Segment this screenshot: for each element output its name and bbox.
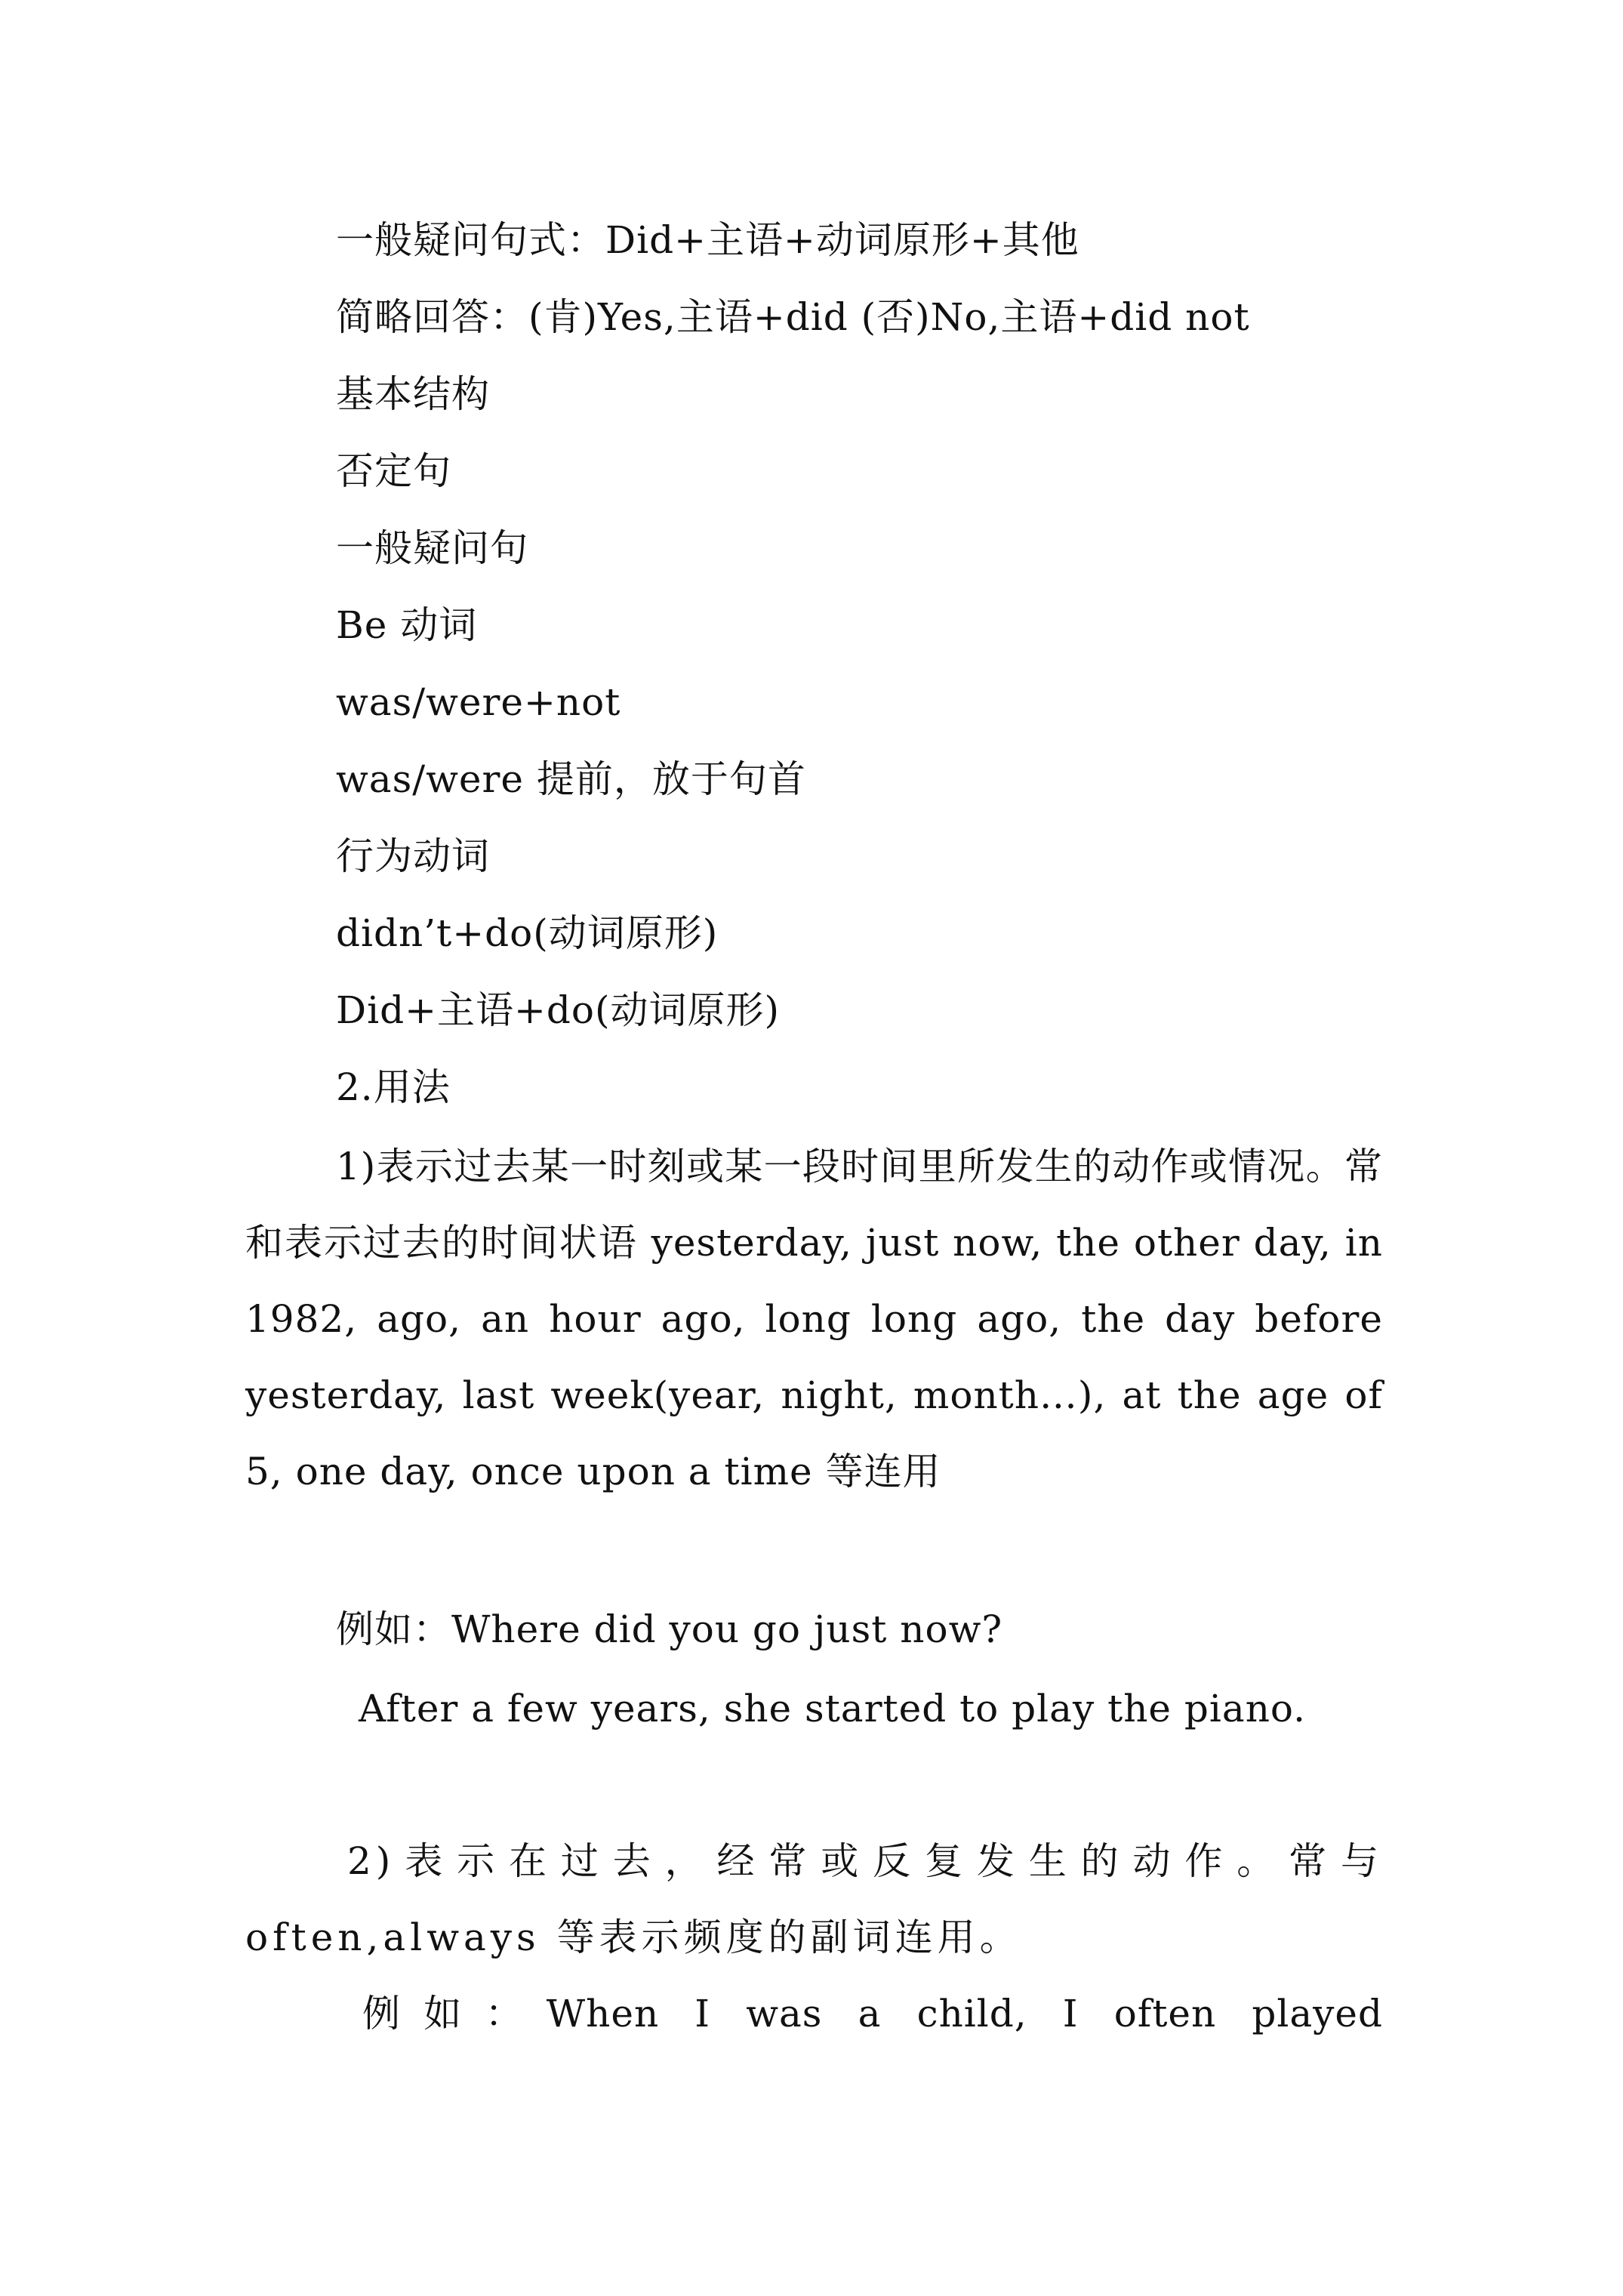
text-line: was/were+not — [336, 680, 621, 724]
text-line: 行为动词 — [336, 834, 490, 878]
example-sentence: 例如：Where did you go just now? — [336, 1607, 1003, 1651]
text-line: didn’t+do(动词原形) — [336, 911, 719, 955]
text-line: 简略回答：(肯)Yes,主语+did (否)No,主语+did not — [336, 295, 1250, 339]
text-line: Did+主语+do(动词原形) — [336, 988, 780, 1032]
example-sentence: 例如：When I was a child, I often played — [362, 1992, 1383, 2036]
section-heading: 2.用法 — [336, 1065, 451, 1109]
text-line: 基本结构 — [336, 372, 490, 416]
text-line: 一般疑问句 — [336, 526, 528, 570]
text-line: Be 动词 — [336, 603, 478, 647]
example-sentence: After a few years, she started to play the piano. — [359, 1687, 1307, 1730]
text-line: 一般疑问句式：Did+主语+动词原形+其他 — [336, 218, 1079, 262]
usage-paragraph-2: 2)表示在过去，经常或反复发生的动作。常与 often,always 等表示频度的副词连用。 — [245, 1839, 1383, 1959]
text-line: was/were 提前，放于句首 — [336, 757, 806, 801]
usage-paragraph-1: 1)表示过去某一时刻或某一段时间里所发生的动作或情况。常和表示过去的时间状语 yesterday, just now, the other day, in 1982, ago, an hour ago, long long ago, the day before yesterday, last week(year, night, month…), at the age of 5, one day, once upon a time 等连用 — [245, 1145, 1383, 1493]
text-line: 否定句 — [336, 449, 451, 493]
